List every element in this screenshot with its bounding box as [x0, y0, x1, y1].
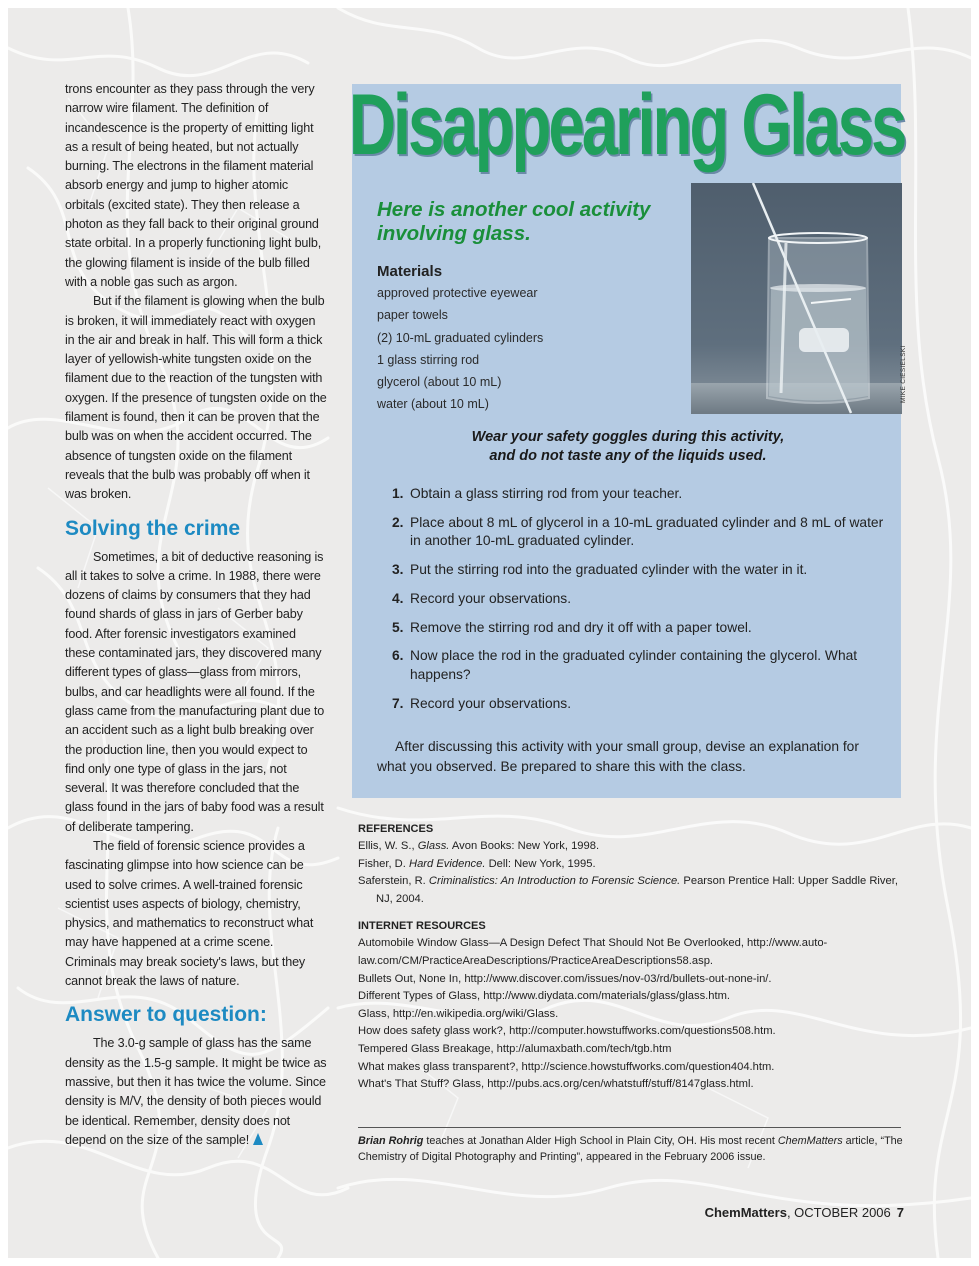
beaker-illustration [691, 183, 902, 414]
material-item: glycerol (about 10 mL) [377, 375, 502, 390]
material-item: (2) 10-mL graduated cylinders [377, 330, 544, 345]
left-column [65, 80, 327, 1150]
step-text: Record your observations. [410, 590, 572, 606]
step-text: Obtain a glass stirring rod from your teacher. [410, 486, 683, 501]
step-number: 4. [392, 590, 404, 606]
step-item [392, 619, 892, 638]
paragraph-answer [65, 1034, 327, 1150]
reference-item [358, 873, 908, 908]
magazine-name: ChemMatters [777, 1135, 843, 1147]
paragraph: Sometimes, a bit of deductive reasoning is all it takes to solve a crime. In 1988, there were dozens of claims by consumers that they had found shards of glass in jars of Gerber baby food. After forensic investigators examined these contaminated jars, they discovered many different types of glass—glass from mirrors, bulbs, and car headlights were all found. If the glass came from the manufacturing plant due to an accident such as a light bulb breaking over the production line, then you would expect to find only one type of glass in the jars, not several. It was therefore concluded that the glass found in the jars of baby food was a result of deliberate tampering. [65, 549, 325, 834]
page-footer [608, 1205, 904, 1220]
answer-text: The 3.0-g sample of glass has the same density as the 1.5-g sample. It might be twice as massive, but then it has twice the volume. Since density is M/V, the density of both pieces would be identical. Remember, density does not depend on the size of the sample! [65, 1036, 327, 1147]
ref-author: Saferstein, R. [358, 875, 429, 888]
paragraph: The field of forensic science provides a fascinating glimpse into how science can be used to solve crimes. A well-trained forensic scientist uses aspects of biology, chemistry, physics, and mathematics to reconstruct what may have happened at a crime scene. Criminals may break society's laws, but they cannot break the laws of nature. [65, 838, 314, 989]
ref-title: Glass. [417, 840, 450, 852]
heading-solving-the-crime: Solving the crime [65, 516, 241, 540]
ref-publisher: Pearson Prentice Hall: Upper Saddle River, NJ, 2004. [376, 875, 898, 905]
material-item: paper towels [377, 308, 448, 323]
step-item [392, 485, 892, 504]
step-text: Place about 8 mL of glycerol in a 10-mL graduated cylinder and 8 mL of water in another 10-mL graduated cylinder. [410, 514, 884, 549]
step-text: Remove the stirring rod and dry it off with a paper towel. [410, 619, 752, 635]
internet-resource: Bullets Out, None In, http://www.discover.com/issues/nov-03/rd/bullets-out-none-in/. [358, 972, 772, 985]
author-bio [358, 1133, 906, 1165]
reference-item [358, 856, 908, 874]
paragraph: trons encounter as they pass through the very narrow wire filament. The definition of incandescence is the property of emitting light as a result of being heated, but not actually burning. The electrons in the filament material absorb energy and jump to higher atomic orbitals (excited state). They then release a photon as they fall back to their original ground state orbital. In a properly functioning light bulb, the glowing filament is inside of the bulb filled with a noble gas such as argon. [65, 82, 322, 289]
step-number: 7. [392, 695, 404, 711]
safety-warning [428, 428, 828, 466]
internet-resource: Different Types of Glass, http://www.diydata.com/materials/glass/glass.htm. [358, 990, 731, 1003]
heading-answer-to-question: Answer to question: [65, 1003, 267, 1027]
internet-resource: What's That Stuff? Glass, http://pubs.acs.org/cen/whatstuff/stuff/8147glass.html. [358, 1078, 754, 1091]
step-text: Put the stirring rod into the graduated cylinder with the water in it. [410, 562, 808, 578]
step-text: Record your observations. [410, 695, 572, 711]
step-item [392, 647, 892, 684]
material-item: approved protective eyewear [377, 286, 538, 300]
material-item: 1 glass stirring rod [377, 352, 480, 367]
ref-title: Criminalistics: An Introduction to Forensic Science. [428, 875, 681, 888]
divider [358, 1127, 901, 1128]
author-name: Brian Rohrig [358, 1135, 424, 1147]
step-number: 2. [392, 514, 404, 530]
ref-author: Fisher, D. [358, 857, 409, 870]
materials-heading: Materials [377, 263, 443, 280]
step-item [392, 695, 892, 714]
step-item [392, 561, 892, 580]
page-number: 7 [896, 1205, 904, 1220]
internet-resource: What makes glass transparent?, http://science.howstuffworks.com/question404.htm. [358, 1060, 775, 1073]
procedure-steps [392, 485, 892, 724]
footer-issue: , OCTOBER 2006 [786, 1205, 891, 1220]
internet-resources-heading: INTERNET RESOURCES [358, 920, 486, 933]
bio-text: teaches at Jonathan Alder High School in Plain City, OH. His most recent [423, 1135, 778, 1147]
activity-conclusion: After discussing this activity with your small group, devise an explanation for what you observed. Be prepared to share this with the class. [377, 739, 859, 774]
paragraph: But if the filament is glowing when the bulb is broken, it will immediately react with oxygen in the air and break in half. This will form a thick layer of yellowish-white tungsten oxide on the filament due to the reaction of the tungsten with oxygen. If the presence of tungsten oxide on the filament is found, then it can be proven that the bulb was on when the accident occurred. The absence of tungsten oxide on the filament reveals that the bulb was probably off when it was broken. [65, 294, 327, 502]
internet-resource: Tempered Glass Breakage, http://alumaxbath.com/tech/tgb.htm [358, 1042, 672, 1055]
warning-line: and do not taste any of the liquids used. [489, 448, 767, 464]
activity-intro: Here is another cool activity involving glass. [377, 198, 651, 245]
activity-title: Disappearing Glass [348, 76, 905, 173]
step-text: Now place the rod in the graduated cylinder containing the glycerol. What happens? [410, 648, 858, 682]
references-heading: REFERENCES [358, 823, 434, 835]
ref-publisher: Avon Books: New York, 1998. [449, 840, 600, 852]
ref-author: Ellis, W. S., [358, 840, 418, 852]
internet-resource: How does safety glass work?, http://computer.howstuffworks.com/questions508.htm. [358, 1025, 776, 1038]
step-number: 3. [392, 562, 404, 578]
photo-credit: MIKE CIESIELSKI [900, 345, 907, 403]
end-mark-icon [253, 1133, 263, 1145]
material-item: water (about 10 mL) [377, 397, 489, 412]
references-section [358, 821, 908, 1094]
internet-resource: Glass, http://en.wikipedia.org/wiki/Glass. [358, 1007, 559, 1020]
ref-publisher: Dell: New York, 1995. [485, 857, 596, 870]
step-item [392, 590, 892, 609]
beaker-photo [691, 183, 902, 414]
step-number: 1. [392, 486, 404, 501]
internet-resource: Automobile Window Glass—A Design Defect That Should Not Be Overlooked, http://www.auto-law.com/CM/PracticeAreaDescriptions/PracticeAreaDescriptions58.asp. [358, 937, 828, 967]
page [8, 8, 971, 1258]
ref-title: Hard Evidence. [408, 857, 486, 870]
warning-line: Wear your safety goggles during this activity, [471, 429, 785, 445]
step-item [392, 514, 892, 551]
footer-brand: ChemMatters [704, 1205, 787, 1220]
bio-text: article, “The Chemistry of Digital Photography and Printing”, appeared in the February 2006 issue. [358, 1135, 903, 1163]
materials-list [377, 263, 677, 416]
reference-item [358, 838, 908, 856]
step-number: 6. [392, 648, 404, 664]
step-number: 5. [392, 619, 404, 635]
